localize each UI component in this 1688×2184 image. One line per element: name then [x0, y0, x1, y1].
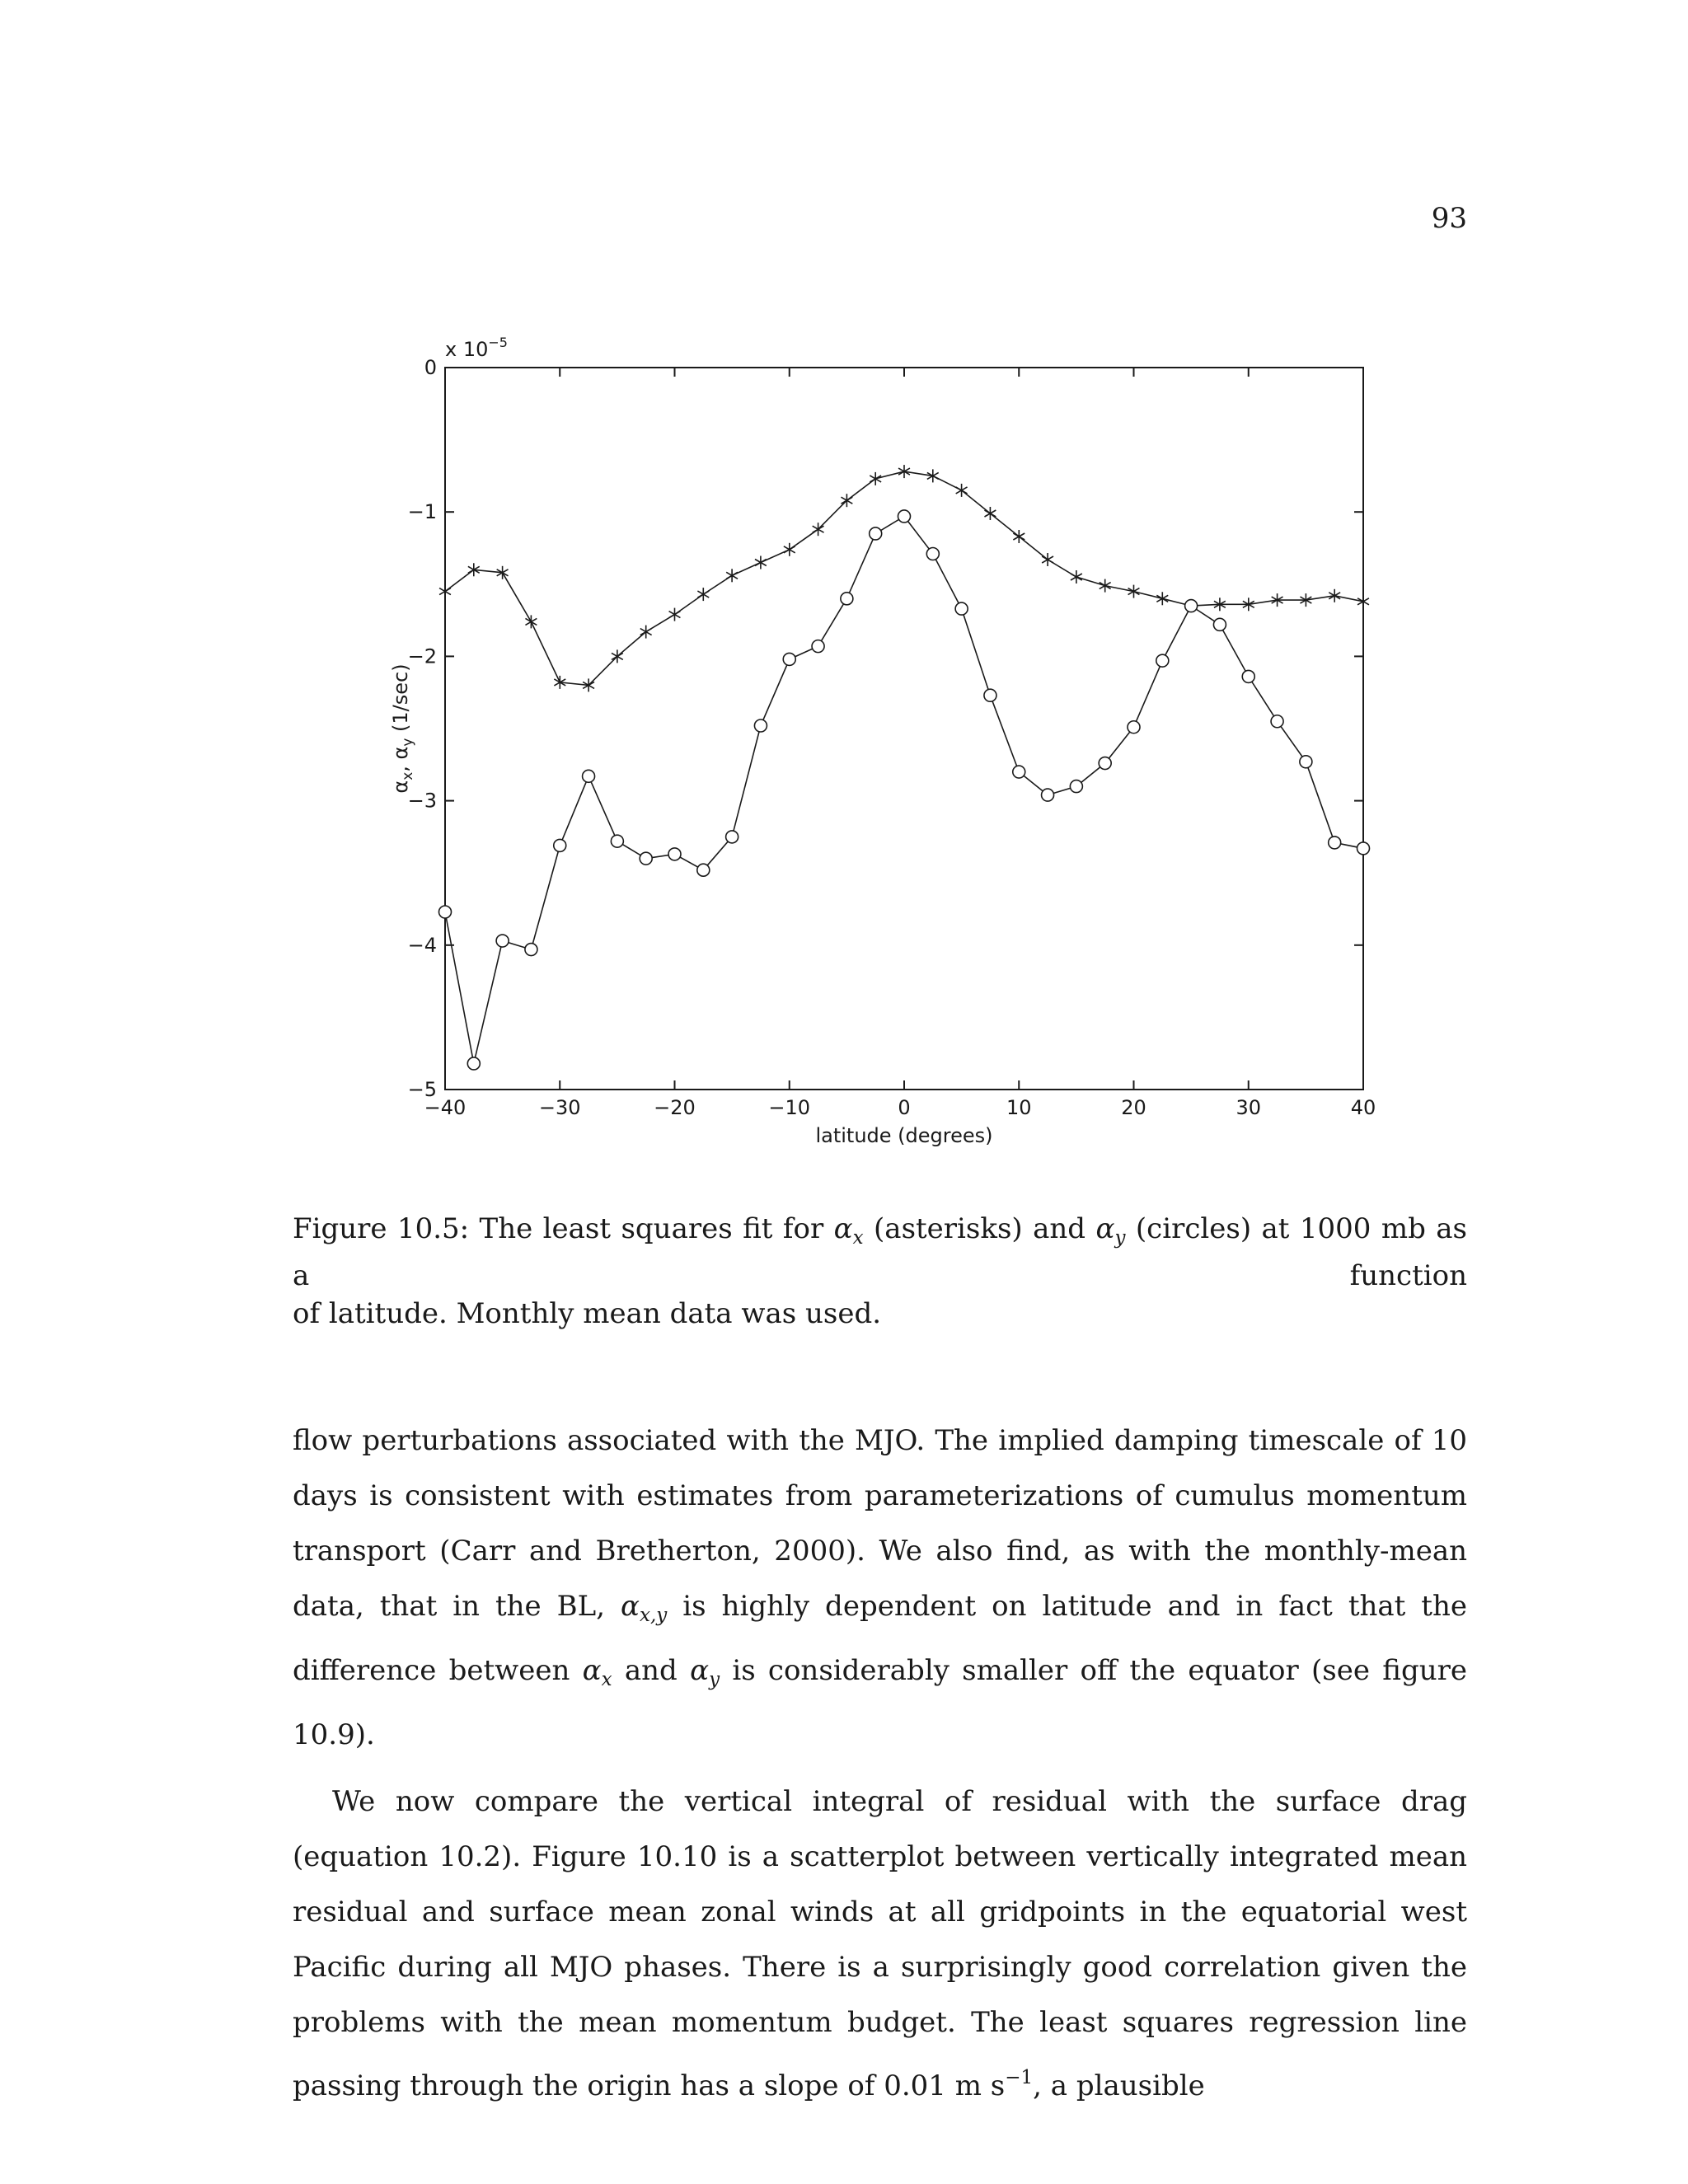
x-tick-label: −30 [538, 1096, 581, 1119]
x-tick-label: 10 [1006, 1096, 1032, 1119]
y-tick-label: −5 [407, 1078, 437, 1101]
y-tick-label: 0 [424, 356, 437, 379]
x-tick-label: −40 [424, 1096, 467, 1119]
x-tick-label: 20 [1121, 1096, 1146, 1119]
data-point-circle [783, 653, 795, 665]
data-point-circle [1128, 721, 1140, 733]
x-tick-label: 0 [898, 1096, 911, 1119]
data-point-circle [697, 864, 710, 876]
data-point-asterisk [755, 556, 767, 569]
y-multiplier: x $10^{-5}$ [445, 335, 508, 361]
data-point-circle [1213, 618, 1226, 630]
y-tick-label: −3 [407, 789, 437, 813]
x-tick-label: −20 [654, 1096, 696, 1119]
data-point-circle [1357, 842, 1370, 855]
series-line-asterisk [445, 471, 1363, 685]
axis-ticks [408, 356, 1376, 1119]
data-point-circle [1329, 837, 1341, 849]
data-point-asterisk [1128, 585, 1140, 598]
data-point-asterisk [439, 585, 451, 598]
data-point-circle [611, 835, 623, 847]
data-point-asterisk [1357, 595, 1369, 608]
x-tick-label: 30 [1236, 1096, 1262, 1119]
data-point-circle [812, 640, 824, 653]
data-point-asterisk [784, 543, 795, 556]
y-multiplier-exponent: −5 [488, 335, 508, 350]
caption-line-2: of latitude. Monthly mean data was used. [293, 1297, 882, 1330]
data-point-circle [583, 770, 595, 782]
data-point-circle [668, 848, 681, 860]
data-point-circle [754, 719, 767, 732]
data-point-circle [1013, 766, 1025, 778]
data-point-circle [1242, 670, 1254, 682]
figure-caption [293, 1210, 1467, 1333]
data-point-circle [640, 852, 652, 865]
data-point-circle [467, 1057, 480, 1070]
data-point-circle [926, 548, 939, 560]
data-point-asterisk [1013, 530, 1025, 543]
data-point-asterisk [640, 626, 652, 639]
data-point-asterisk [870, 472, 881, 485]
data-point-asterisk [1042, 553, 1053, 566]
data-point-asterisk [1071, 570, 1082, 583]
data-point-circle [1185, 600, 1198, 612]
data-point-asterisk [697, 588, 709, 601]
data-point-asterisk [525, 615, 537, 628]
data-point-circle [496, 935, 509, 947]
data-point-asterisk [669, 608, 681, 621]
x-axis-label: latitude (degrees) [815, 1124, 993, 1147]
data-point-circle [870, 527, 882, 540]
data-point-circle [554, 839, 566, 851]
data-point-asterisk [1156, 592, 1168, 605]
body-text [293, 1413, 1467, 2125]
data-point-circle [1070, 780, 1082, 793]
data-point-circle [1042, 789, 1054, 801]
data-point-circle [984, 689, 996, 701]
data-point-circle [955, 602, 968, 615]
data-point-asterisk [956, 484, 968, 497]
y-tick-label: −2 [407, 644, 437, 668]
data-point-circle [726, 831, 738, 843]
y-tick-label: −1 [407, 500, 437, 524]
data-point-circle [898, 510, 911, 523]
data-point-circle [1271, 715, 1283, 728]
data-point-asterisk [726, 569, 738, 582]
caption-line-1: Figure 10.5: The least squares fit for $\alpha_x$ (asterisks) and $\alpha_y$ (circles) at 1000 mb as a function [293, 1212, 1468, 1292]
data-point-circle [1300, 756, 1312, 768]
data-point-circle [1156, 654, 1169, 667]
series-line-circle [445, 517, 1363, 1064]
data-point-circle [525, 944, 537, 956]
data-point-circle [439, 906, 452, 918]
x-tick-label: 40 [1350, 1096, 1376, 1119]
paragraph-1: flow perturbations associated with the MJO. The implied damping timescale of 10 days is consistent with estimates from parameterizations of cumulus momentum transport (Carr and Bretherton, 2000). We also find, as with the monthly-mean data, that in the BL, $\alpha_{x,y}$ is highly dependent on latitude and in fact that the difference between $\alpha_x$ and $\alpha_y$ is considerably smaller off the equator (see figure 10.9). [293, 1424, 1467, 1751]
y-axis-label: $\alpha_x$, $\alpha_y$ (1/sec) [389, 663, 416, 794]
data-point-circle [1099, 757, 1111, 770]
y-tick-label: −4 [407, 933, 437, 957]
data-series [439, 465, 1370, 1070]
data-point-asterisk [1100, 579, 1111, 593]
page-number: 93 [1431, 202, 1467, 235]
data-point-circle [841, 593, 853, 605]
alpha-latitude-chart [363, 330, 1434, 1170]
x-tick-label: −10 [768, 1096, 811, 1119]
data-point-asterisk [984, 507, 996, 520]
paragraph-2: We now compare the vertical integral of residual with the surface drag (equation 10.2). Figure 10.10 is a scatterplot between vertically integrated mean residual and surface mean zonal winds at all gridpoints in the equatorial west Pacific during all MJO phases. There is a surprisingly good correlation given the problems with the mean momentum budget. The least squares regression line passing through the origin has a slope of 0.01 m $s^{-1}$, a plausible [293, 1785, 1467, 2102]
